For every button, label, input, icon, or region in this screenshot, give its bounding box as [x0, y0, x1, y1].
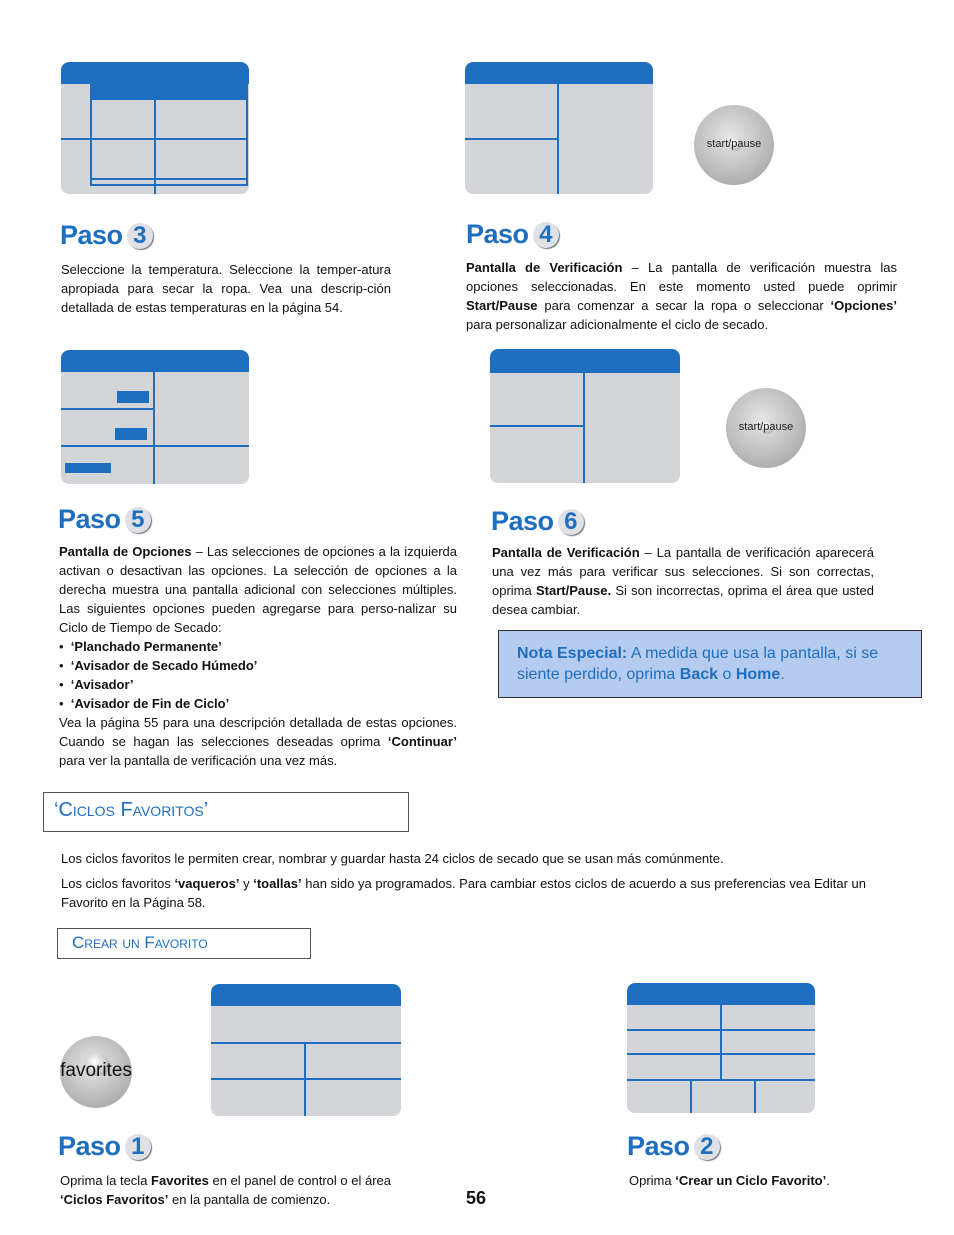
special-note-box: Nota Especial: A medida que usa la pantalla, si se siente perdido, oprima Back o Home.: [498, 630, 922, 698]
start-pause-label: start/pause: [738, 421, 794, 433]
section-para-1: Los ciclos favoritos le permiten crear, nombrar y guardar hasta 24 ciclos de secado que se usan más comúnmente.: [61, 851, 724, 866]
option-item: • ‘Planchado Permanente’: [59, 639, 222, 654]
step-2-heading: Paso 2: [627, 1131, 720, 1162]
step-6-heading: Paso 6: [491, 506, 584, 537]
option-toggle-1: [117, 391, 149, 403]
section-title-box: [43, 792, 409, 832]
screen-title-bar: [490, 349, 680, 373]
step-1-heading: Paso 1: [58, 1131, 151, 1162]
screen-title-bar: [627, 983, 815, 1005]
step-3-heading: Paso 3: [60, 220, 153, 251]
option-toggle-2: [115, 428, 147, 440]
start-pause-button[interactable]: [694, 105, 774, 185]
start-pause-label: start/pause: [706, 138, 762, 150]
screen-paso4: [465, 62, 653, 194]
step-5-text: Pantalla de Opciones – Las selecciones de opciones a la izquierda activan o desactivan las opciones. La selección de opciones a la derecha muestra una pantalla adicional con selecciones múltiples. Las siguientes opciones pueden agregarse para perso-nalizar su Ciclo de Tiempo de Secado: • ‘Planchado Permanente’ • ‘Avisador de Secado Húmedo’ • ‘Avisador’ • ‘Avisador de Fin de Ciclo’ Vea la página 55 para una descripción detallada de estas opciones. Cuando se hagan las selecciones deseadas oprima ‘Continuar’ para ver la pantalla de verificación una vez más.: [59, 544, 457, 768]
screen-title-bar: [211, 984, 401, 1006]
option-toggle-3: [65, 463, 111, 473]
option-item: • ‘Avisador’: [59, 677, 134, 692]
step-4-text: Pantalla de Verificación – La pantalla de verificación muestra las opciones seleccionadas. En este momento usted puede oprimir Start/Pause para comenzar a secar la ropa o seleccionar ‘Opciones’ para personalizar adicionalmente el ciclo de secado.: [466, 260, 897, 332]
section-title: ‘Ciclos Favoritos’: [54, 799, 209, 821]
screen-paso6: [490, 349, 680, 483]
subsection-title: Crear un Favorito: [72, 933, 208, 952]
step-number-badge: 3: [127, 223, 153, 249]
step-number-badge: 4: [533, 222, 559, 248]
screen-paso3: [61, 62, 249, 194]
screen-paso1: [211, 984, 401, 1116]
step-3-text: Seleccione la temperatura. Seleccione la temper-atura apropiada para secar la ropa. Vea una descrip-ción detallada de estas temperaturas en la página 54.: [61, 262, 391, 315]
step-5-heading: Paso 5: [58, 504, 151, 535]
step-6-text: Pantalla de Verificación – La pantalla de verificación aparecerá una vez más para verificar sus selecciones. Si son correctas, oprima Start/Pause. Si son incorrectas, oprima el área que usted desea cambiar.: [492, 545, 874, 617]
screen-title-bar: [61, 62, 249, 84]
screen-paso2: [627, 983, 815, 1113]
option-item: • ‘Avisador de Secado Húmedo’: [59, 658, 258, 673]
favorites-label: favorites: [60, 1060, 132, 1081]
section-para-2: Los ciclos favoritos ‘vaqueros’ y ‘toallas’ han sido ya programados. Para cambiar estos ciclos de acuerdo a sus preferencias vea Editar un Favorito en la Página 58.: [61, 876, 866, 910]
step-number-badge: 2: [694, 1134, 720, 1160]
subsection-title-box: [57, 928, 311, 959]
screen-paso5: [61, 350, 249, 484]
step-number-badge: 6: [558, 509, 584, 535]
screen-title-bar: [61, 350, 249, 372]
step-4-heading: Paso 4: [466, 219, 559, 250]
step-2-text: Oprima ‘Crear un Ciclo Favorito’.: [629, 1173, 830, 1188]
option-item: • ‘Avisador de Fin de Ciclo’: [59, 696, 230, 711]
step-1-text: Oprima la tecla Favorites en el panel de control o el área ‘Ciclos Favoritos’ en la pantalla de comienzo.: [60, 1173, 391, 1207]
step-number-badge: 1: [125, 1134, 151, 1160]
start-pause-button[interactable]: [726, 388, 806, 468]
screen-title-bar: [465, 62, 653, 84]
page-number: 56: [466, 1188, 487, 1208]
favorites-button[interactable]: [60, 1036, 132, 1108]
step-number-badge: 5: [125, 507, 151, 533]
